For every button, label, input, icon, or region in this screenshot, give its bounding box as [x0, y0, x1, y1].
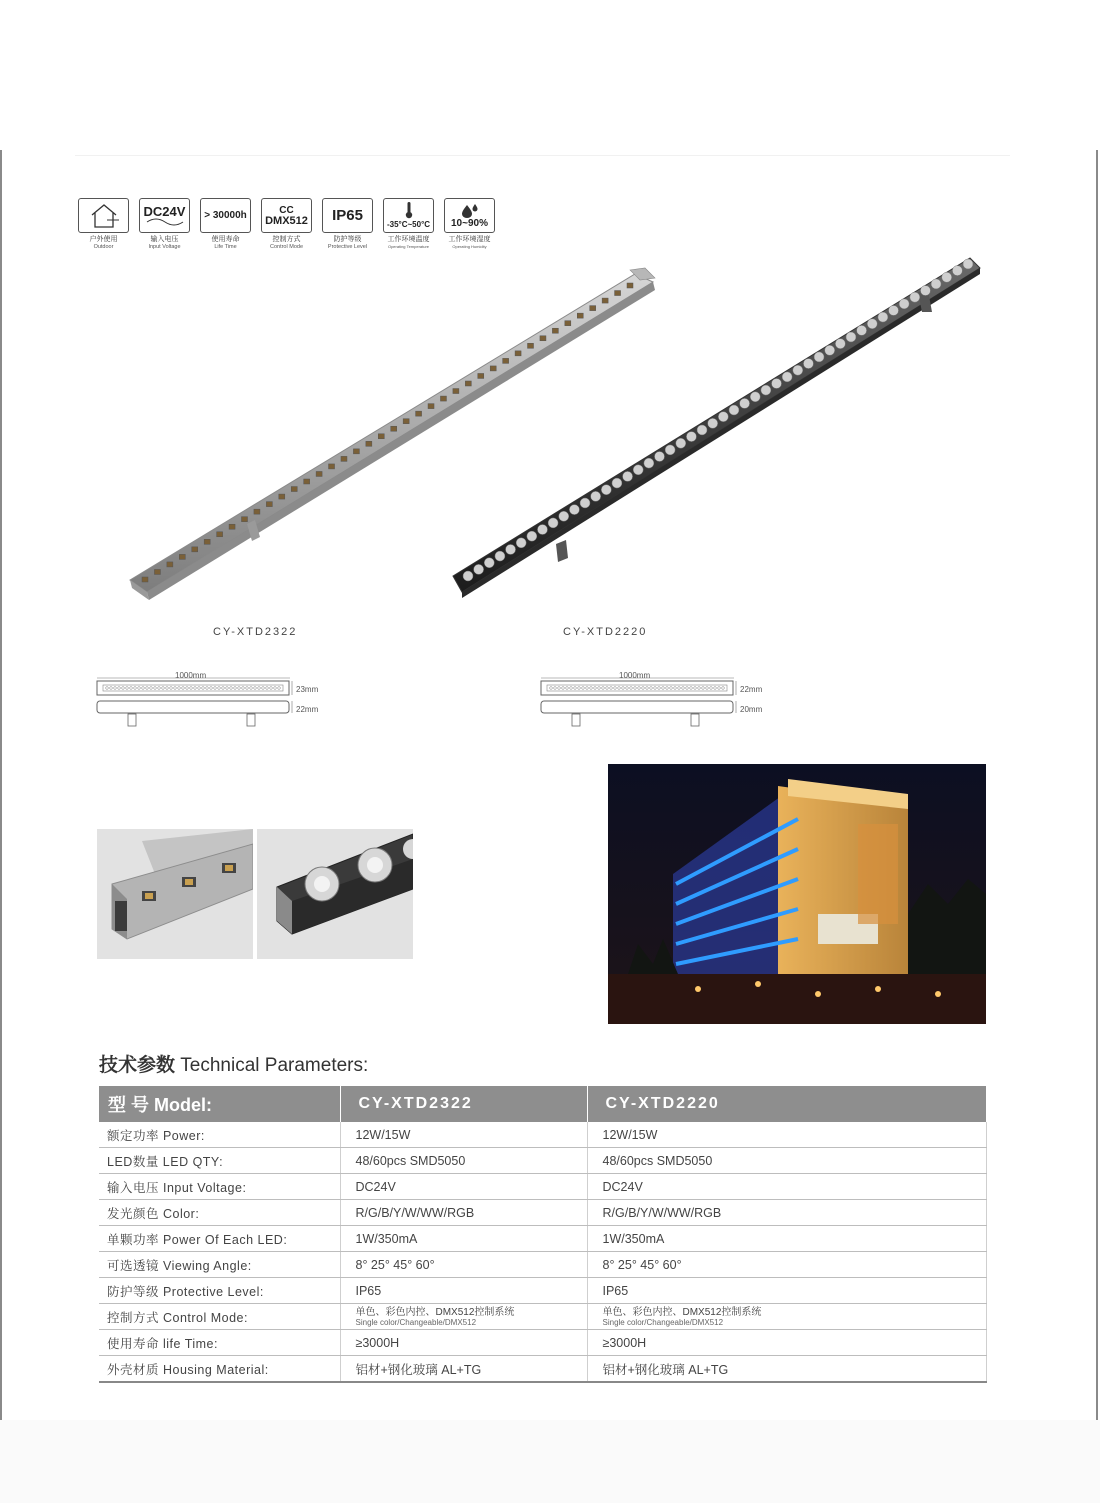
- temperature-box: [383, 198, 434, 233]
- row-label: 发光颜色 Color:: [99, 1200, 340, 1226]
- control-mode-en-2: Single color/Changeable/DMX512: [602, 1317, 724, 1327]
- table-row: [99, 1200, 986, 1226]
- spec-label-cn: 输入电压: [150, 236, 179, 243]
- product-photo-dark: [448, 252, 983, 602]
- spec-label-en: Protective Level: [327, 244, 368, 250]
- row-label: 外壳材质 Housing Material:: [99, 1356, 340, 1383]
- spec-label-en: Operating Temperature: [387, 244, 430, 249]
- row-value-2: 1W/350mA: [587, 1226, 986, 1252]
- lifetime-box: [200, 198, 251, 233]
- detail-photo-silver: [97, 829, 253, 959]
- model-label-2: CY-XTD2220: [563, 626, 648, 638]
- protection-text: IP65: [332, 207, 363, 224]
- spec-outdoor: [77, 198, 130, 250]
- temperature-text: -35°C~50°C: [386, 220, 431, 229]
- header-model-1: CY-XTD2322: [340, 1086, 587, 1122]
- spec-label-cn: 使用寿命: [211, 236, 240, 243]
- voltage-text: DC24V: [143, 203, 186, 219]
- voltage-box: [139, 198, 190, 233]
- dimension-drawing-2: [539, 668, 779, 730]
- table-row: [99, 1252, 986, 1278]
- params-table: [99, 1086, 987, 1383]
- page-left-edge: [0, 150, 2, 1420]
- droplet-icon: [459, 203, 481, 218]
- spec-protection: [321, 198, 374, 250]
- spec-label-cn: 控制方式: [272, 236, 301, 243]
- row-value-1: [340, 1304, 587, 1330]
- row-value-2: 48/60pcs SMD5050: [587, 1148, 986, 1174]
- spec-icons: [77, 198, 496, 250]
- row-value-2: IP65: [587, 1278, 986, 1304]
- spec-label-en: Life Time: [214, 244, 237, 250]
- row-value-1: 1W/350mA: [340, 1226, 587, 1252]
- night-building-photo: [608, 764, 986, 1024]
- row-label: 输入电压 Input Voltage:: [99, 1174, 340, 1200]
- control-text: CC: [279, 204, 294, 216]
- spec-label-en: Outdoor: [93, 244, 114, 250]
- row-label: 防护等级 Protective Level:: [99, 1278, 340, 1304]
- top-rule: [75, 155, 1010, 156]
- spec-label-en: Control Mode: [269, 244, 304, 250]
- control-sub: DMX512: [265, 214, 308, 227]
- row-value-2: R/G/B/Y/W/WW/RGB: [587, 1200, 986, 1226]
- row-label: 单颗功率 Power Of Each LED:: [99, 1226, 340, 1252]
- params-title: [99, 1050, 368, 1077]
- table-row: [99, 1278, 986, 1304]
- dim-depth-2: 20mm: [740, 705, 763, 714]
- row-value-1: 48/60pcs SMD5050: [340, 1148, 587, 1174]
- params-header-row: [99, 1086, 986, 1122]
- row-value-2: 8° 25° 45° 60°: [587, 1252, 986, 1278]
- row-label: 可选透镜 Viewing Angle:: [99, 1252, 340, 1278]
- spec-control: [260, 198, 313, 250]
- humidity-box: [444, 198, 495, 233]
- table-row: [99, 1226, 986, 1252]
- thermometer-icon: [404, 201, 414, 219]
- table-row: [99, 1148, 986, 1174]
- bottom-band: [0, 1420, 1100, 1503]
- row-label: 额定功率 Power:: [99, 1122, 340, 1148]
- lifetime-text: > 30000h: [204, 210, 247, 221]
- row-value-1: ≥3000H: [340, 1330, 587, 1356]
- humidity-text: 10~90%: [451, 217, 488, 229]
- control-mode-en-1: Single color/Changeable/DMX512: [355, 1317, 477, 1327]
- row-value-2: [587, 1304, 986, 1330]
- control-mode-cn-2: 单色、彩色内控、DMX512控制系统: [602, 1306, 762, 1318]
- detail-photo-dark: [257, 829, 413, 959]
- control-box: [261, 198, 312, 233]
- table-row: [99, 1122, 986, 1148]
- spec-label-cn: 工作环境湿度: [448, 236, 491, 243]
- spec-label-cn: 防护等级: [333, 236, 362, 243]
- spec-label-en: Operating Humidity: [452, 244, 487, 249]
- params-title-cn: 技术参数: [99, 1055, 176, 1076]
- spec-label-cn: 工作环境温度: [387, 236, 430, 243]
- row-value-2: DC24V: [587, 1174, 986, 1200]
- dim-height-2: 22mm: [740, 685, 763, 694]
- params-title-en: Technical Parameters:: [180, 1055, 369, 1076]
- dimension-drawing-1: [95, 668, 335, 730]
- table-row: [99, 1304, 986, 1330]
- row-label: 使用寿命 life Time:: [99, 1330, 340, 1356]
- table-row: [99, 1356, 986, 1383]
- spec-label-cn: 户外使用: [89, 236, 118, 243]
- row-value-2: 铝材+钢化玻璃 AL+TG: [587, 1356, 986, 1383]
- model-label-1: CY-XTD2322: [213, 626, 298, 638]
- spec-voltage: [138, 198, 191, 250]
- spec-label-en: Input Voltage: [148, 244, 181, 250]
- row-value-1: IP65: [340, 1278, 587, 1304]
- row-value-1: 12W/15W: [340, 1122, 587, 1148]
- page-right-edge: [1096, 150, 1098, 1420]
- table-row: [99, 1174, 986, 1200]
- protection-box: [322, 198, 373, 233]
- spec-lifetime: [199, 198, 252, 250]
- row-value-1: DC24V: [340, 1174, 587, 1200]
- control-mode-cn-1: 单色、彩色内控、DMX512控制系统: [355, 1306, 515, 1318]
- house-icon: [78, 198, 129, 233]
- row-value-1: 8° 25° 45° 60°: [340, 1252, 587, 1278]
- dim-length-2: 1000mm: [619, 671, 651, 680]
- dim-length-1: 1000mm: [175, 671, 207, 680]
- wave-icon: [146, 217, 184, 226]
- header-model-label: 型 号 Model:: [99, 1086, 340, 1122]
- row-value-1: R/G/B/Y/W/WW/RGB: [340, 1200, 587, 1226]
- header-model-2: CY-XTD2220: [587, 1086, 986, 1122]
- row-label: LED数量 LED QTY:: [99, 1148, 340, 1174]
- spec-temperature: [382, 198, 435, 250]
- row-value-2: 12W/15W: [587, 1122, 986, 1148]
- row-value-2: ≥3000H: [587, 1330, 986, 1356]
- spec-humidity: [443, 198, 496, 250]
- dim-height-1: 23mm: [296, 685, 319, 694]
- dim-depth-1: 22mm: [296, 705, 319, 714]
- row-value-1: 铝材+钢化玻璃 AL+TG: [340, 1356, 587, 1383]
- row-label: 控制方式 Control Mode:: [99, 1304, 340, 1330]
- table-row: [99, 1330, 986, 1356]
